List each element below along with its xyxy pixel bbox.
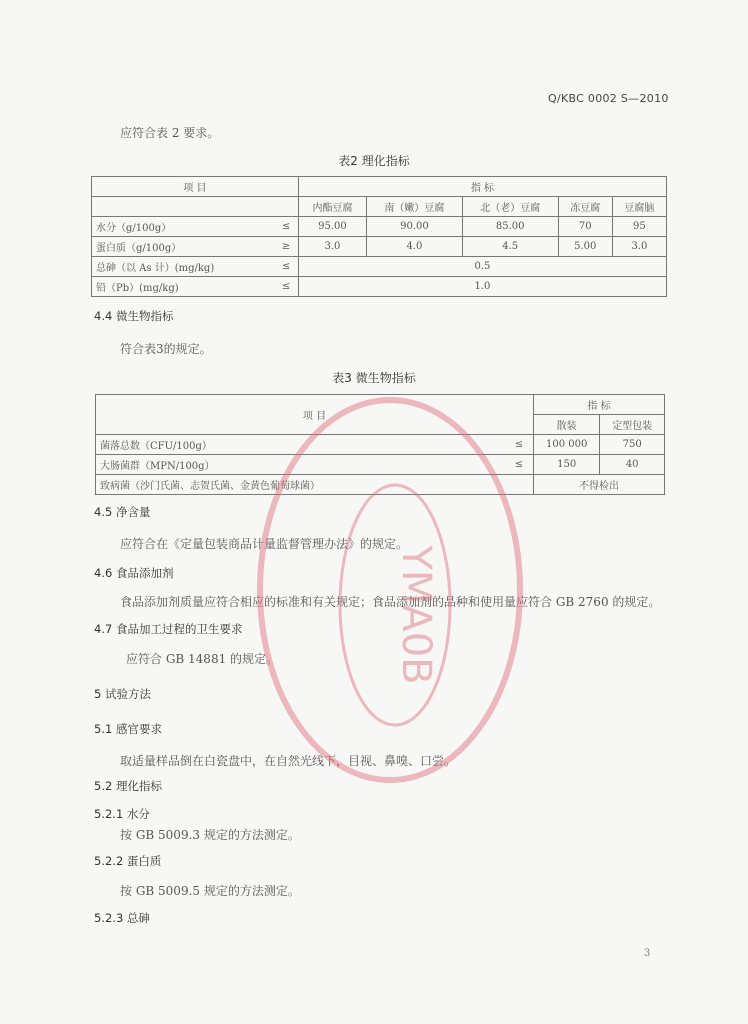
table-row: [92, 217, 667, 237]
section-5-1-text: 取适量样品倒在白瓷盘中，在自然光线下，目视、鼻嗅、口尝。: [120, 754, 457, 768]
section-4-5-text: 应符合在《定量包装商品计量监督管理办法》的规定。: [120, 537, 409, 551]
section-4-4-text: 符合表3的规定。: [120, 342, 212, 356]
row-label: 菌落总数（CFU/100g）: [96, 435, 505, 455]
official-stamp: [245, 385, 535, 795]
table2-col-header: 南（嫩）豆腐: [366, 197, 462, 217]
intro-line: 应符合表 2 要求。: [120, 126, 220, 140]
section-5-2-2-text: 按 GB 5009.5 规定的方法测定。: [120, 884, 300, 898]
table2: [91, 176, 667, 297]
section-4-4-heading: 4.4 微生物指标: [94, 309, 174, 323]
table3-title: 表3 微生物指标: [332, 371, 416, 385]
merged-cell: 0.5: [298, 257, 666, 277]
section-4-7-text: 应符合 GB 14881 的规定。: [126, 652, 279, 666]
cell: 95.00: [298, 217, 366, 237]
section-5-heading: 5 试验方法: [94, 687, 151, 701]
cell: 100 000: [533, 435, 599, 455]
cell: 70: [558, 217, 612, 237]
table2-col-header: 豆腐脑: [612, 197, 666, 217]
cell: 750: [600, 435, 665, 455]
section-4-6-text: 食品添加剂质量应符合相应的标准和有关规定；食品添加剂的品种和使用量应符合 GB 2760 的规定。: [120, 595, 661, 609]
table-row: [92, 277, 667, 297]
section-4-6-heading: 4.6 食品添加剂: [94, 566, 174, 580]
row-label: 大肠菌群（MPN/100g）: [96, 455, 505, 475]
row-symbol: ≤: [274, 277, 298, 297]
table2-col-header: 内酯豆腐: [298, 197, 366, 217]
cell: 3.0: [298, 237, 366, 257]
merged-cell: 1.0: [298, 277, 666, 297]
row-label: 水分（g/100g）: [92, 217, 275, 237]
cell: 95: [612, 217, 666, 237]
table-row: [92, 257, 667, 277]
table2-item-header: 项 目: [92, 177, 299, 197]
section-5-2-heading: 5.2 理化指标: [94, 779, 162, 793]
table2-empty-cell: [92, 197, 299, 217]
standard-number: Q/KBC 0002 S—2010: [548, 92, 669, 105]
cell: 40: [600, 455, 665, 475]
merged-cell: 不得检出: [533, 475, 664, 495]
table2-title: 表2 理化指标: [338, 154, 410, 168]
cell: 85.00: [462, 217, 558, 237]
row-label: 蛋白质（g/100g）: [92, 237, 275, 257]
table2-col-header: 北（老）豆腐: [462, 197, 558, 217]
table2-col-header: 冻豆腐: [558, 197, 612, 217]
table-row: [92, 237, 667, 257]
table2-index-header: 指 标: [298, 177, 666, 197]
section-4-7-heading: 4.7 食品加工过程的卫生要求: [94, 622, 243, 636]
cell: 4.0: [366, 237, 462, 257]
table3-item-header: 项 目: [96, 395, 534, 435]
cell: 4.5: [462, 237, 558, 257]
row-symbol: ≤: [274, 217, 298, 237]
row-symbol: ≤: [505, 455, 534, 475]
cell: 90.00: [366, 217, 462, 237]
section-5-1-heading: 5.1 感官要求: [94, 722, 162, 736]
table3-col-header: 散装: [533, 415, 599, 435]
section-5-2-2-heading: 5.2.2 蛋白质: [94, 854, 162, 868]
table3-index-header: 指 标: [533, 395, 664, 415]
section-5-2-1-text: 按 GB 5009.3 规定的方法测定。: [120, 828, 300, 842]
row-label: 总砷（以 As 计）(mg/kg): [92, 257, 275, 277]
cell: 150: [533, 455, 599, 475]
section-4-5-heading: 4.5 净含量: [94, 505, 151, 519]
stamp-text: YMA0B: [393, 545, 439, 685]
section-5-2-1-heading: 5.2.1 水分: [94, 807, 150, 821]
row-label: 致病菌（沙门氏菌、志贺氏菌、金黄色葡萄球菌）: [96, 475, 534, 495]
row-symbol: ≤: [505, 435, 534, 455]
page-number: 3: [644, 948, 651, 959]
table3-col-header: 定型包装: [600, 415, 665, 435]
row-symbol: ≤: [274, 257, 298, 277]
cell: 5.00: [558, 237, 612, 257]
section-5-2-3-heading: 5.2.3 总砷: [94, 911, 150, 925]
cell: 3.0: [612, 237, 666, 257]
row-symbol: ≥: [274, 237, 298, 257]
row-label: 铅（Pb）(mg/kg): [92, 277, 275, 297]
